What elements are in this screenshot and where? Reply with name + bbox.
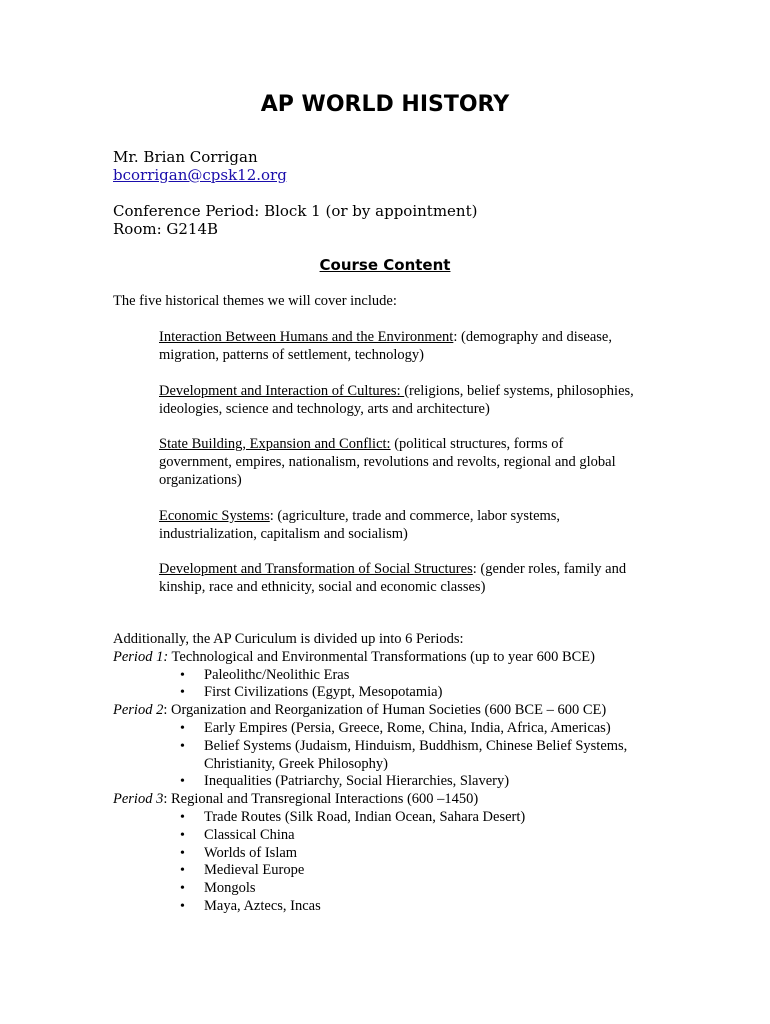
theme-description: : (agriculture, trade and commerce, labor systems, industrialization, capitalism and socialism) <box>159 508 561 542</box>
periods-section <box>113 631 673 916</box>
theme-description: : (gender roles, family and kinship, race and ethnicity, social and economic classes) <box>159 561 627 595</box>
period-label: Period 2 <box>113 702 164 719</box>
list-item: • First Civilizations (Egypt, Mesopotamia) <box>204 684 673 702</box>
period-heading <box>113 791 673 809</box>
theme-description: (religions, belief systems, philosophies, ideologies, science and technology, arts and architecture) <box>159 383 634 417</box>
teacher-email-link[interactable]: bcorrigan@cpsk12.org <box>113 166 287 184</box>
theme-name: Development and Transformation of Social Structures <box>159 561 473 577</box>
teacher-name: Mr. Brian Corrigan <box>113 148 258 166</box>
list-item: • Worlds of Islam <box>204 845 673 863</box>
list-item: • Trade Routes (Silk Road, Indian Ocean, Sahara Desert) <box>204 809 673 827</box>
period-heading <box>113 649 673 667</box>
page-title: AP WORLD HISTORY <box>260 92 510 117</box>
theme-item <box>159 560 664 596</box>
period-title: Technological and Environmental Transformations (up to year 600 BCE) <box>168 648 595 665</box>
list-item: • Maya, Aztecs, Incas <box>204 898 673 916</box>
room: Room: G214B <box>113 220 219 238</box>
theme-item <box>159 435 639 489</box>
periods-intro: Additionally, the AP Curiculum is divided up into 6 Periods: <box>113 631 464 647</box>
theme-item <box>159 382 664 418</box>
list-item: • Belief Systems (Judaism, Hinduism, Buddhism, Chinese Belief Systems, Christianity, Greek Philosophy) <box>204 738 644 774</box>
course-content-heading: Course Content <box>319 256 451 274</box>
period-title: : Regional and Transregional Interactions (600 –1450) <box>163 791 479 808</box>
period-heading <box>113 702 673 720</box>
theme-description: (political structures, forms of government, empires, nationalism, revolutions and revolts, regional and global organizations) <box>159 436 616 488</box>
list-item: • Inequalities (Patriarchy, Social Hierarchies, Slavery) <box>204 773 673 791</box>
theme-description: : (demography and disease, migration, patterns of settlement, technology) <box>159 329 612 363</box>
period-title: : Organization and Reorganization of Human Societies (600 BCE – 600 CE) <box>163 702 607 719</box>
list-item: • Classical China <box>204 827 673 845</box>
theme-name: Development and Interaction of Cultures: <box>159 383 405 399</box>
theme-item <box>159 328 664 364</box>
list-item: • Medieval Europe <box>204 862 673 880</box>
theme-name: State Building, Expansion and Conflict: <box>159 436 391 452</box>
list-item: • Early Empires (Persia, Greece, Rome, China, India, Africa, Americas) <box>204 720 673 738</box>
period-label: Period 3 <box>113 791 164 808</box>
period-item-list <box>113 667 673 703</box>
period-item-list <box>113 720 673 791</box>
period-item-list <box>113 809 673 916</box>
theme-item <box>159 507 599 543</box>
list-item: • Mongols <box>204 880 673 898</box>
themes-intro: The five historical themes we will cover include: <box>113 293 397 309</box>
conference-period: Conference Period: Block 1 (or by appointment) <box>113 202 478 220</box>
period-label: Period 1: <box>113 648 169 665</box>
theme-name: Interaction Between Humans and the Environment <box>159 329 454 345</box>
list-item: • Paleolithc/Neolithic Eras <box>204 667 673 685</box>
theme-name: Economic Systems <box>159 508 270 524</box>
